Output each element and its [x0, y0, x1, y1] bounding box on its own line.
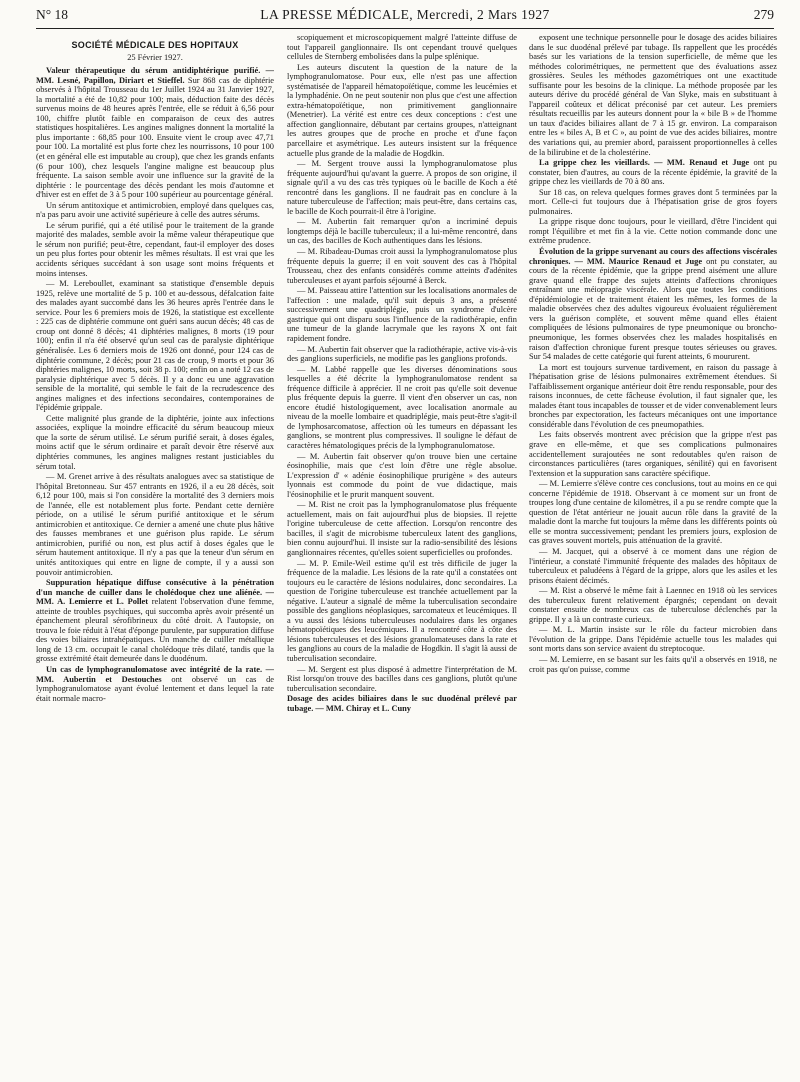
paragraph-text: — M. P. Emile-Weil estime qu'il est très difficile de juger la fréquence de la maladie. Les lésions de la rate qu'il a constatées ont toujours eu le caractère de lésions nodulaires, donc secondaires. La question de l'origine tuberculeuse est tranchée actuellement par la négative. L'auteur a signalé de même la tuberculisation secondaire possible des ganglions néoplasiques, sarcomateux et leucémiques. Il a vu aussi des lésions tuberculeuses nodulaires dans les organes hématopoïétiques des leucémiques. Il a rencontré côte à côte des lésions tuberculeuses et des lésions granulomateuses dans la rate et les ganglions au cours de la maladie de Hogdkin. Il s'agit là aussi de tuberculisation secondaire. [287, 558, 517, 663]
header-rule [36, 28, 774, 29]
paragraph-text: — M. Rist ne croit pas la lymphogranulomatose plus fréquente actuellement, mais on fait aujourd'hui plus de biopsies. Il rejette l'origine tuberculeuse de cette affection. Lorsqu'on rencontre des bacilles, il s'agit de microbisme tuberculeux latent des ganglions, bien connu aujourd'hui. Il insiste sur la radio-sensibilité des lésions ganglionnaires récentes, qu'elles soient superficielles ou profondes. [287, 500, 517, 557]
paragraph-text: Sur 868 cas de diphtérie observés à l'hôpital Trousseau du 1er Juillet 1924 au 31 Janvier 1927, la mortalité a été de 10,82 pour 100; mais, déduction faite des décès survenus moins de 48 heures après l'entrée, elle se réduit à 6,56 pour 100, chiffre plutôt faible en comparaison de ceux des autres statistiques hospitalières. Les angines malignes donnent la mortalité la plus importante : 68,85 pour 100. Ensuite vient le croup avec 47,71 pour 100. La mortalité est plus forte chez les nourrissons, 10 pour 100 (et en général elle est imputable au croup), que chez les grands enfants (6 pour 100), chez lesquels l'angine maligne est beaucoup plus fréquente. La saison semble avoir une influence sur la gravité de la diphtérie : le pourcentage des décès pendant les mois d'automne et d'hiver est en effet de 3 à 5 pour 100 supérieur au pourcentage général. [36, 75, 274, 200]
paragraph [529, 217, 777, 246]
paragraph [36, 472, 274, 577]
paragraph-text: ont pu constater, au cours de la récente épidémie, que la grippe prend aisément une allure grave quand elle frappe des sujets atteints d'affections chroniques entraînant une méiopragie viscérale. Alors que toutes les conditions d'épidémiologie et de traitement étaient les mêmes, les formes de la maladie observées chez des adultes vigoureux évoluaient régulièrement vers la guérison complète, et souvent même quand elles étaient compliquées de lésions pulmonaires de type pneumonique ou broncho-pneumonique, les formes observées chez les malades hospitalisés en raison d'affection chronique furent presque toutes sérieuses ou graves. Sur 54 malades de cette catégorie qui furent atteints, 6 moururent. [529, 256, 777, 362]
paragraph [529, 625, 777, 654]
paragraph-text: ont pu constater, bien d'autres, au cours de la récente épidémie, la gravité de la grippe chez les vieillards de 70 à 80 ans. [529, 158, 777, 187]
paragraph [287, 500, 517, 557]
paragraph [287, 559, 517, 664]
paragraph [36, 201, 274, 220]
paragraph-text: Les auteurs discutent la question de la nature de la lymphogranulomatose. Pour eux, elle n'est pas une affection systématisée de l'appareil hématopoïétique, comme les leucémies et la lymphadénie. On ne peut soutenir non plus que c'est une affection extra-hématopoïétique, non primitivement ganglionnaire (Menetrier). La vérité est entre ces deux conceptions : c'est une affection ganglionnaire, débutant par certains groupes, n'atteignant les autres groupes que de proche en proche et d'une façon parcellaire et asymétrique. Les auteurs insistent sur la fréquence actuelle plus grande de la maladie de Hogdkin. [287, 62, 517, 158]
issue-number: N° 18 [36, 7, 69, 22]
paragraph-text: ont observé un cas de lymphogranulomatose ayant évolué lentement et dans lequel la rate était normale macro- [36, 674, 274, 703]
paragraph [287, 286, 517, 343]
paragraph [287, 452, 517, 500]
paragraph [529, 188, 777, 217]
paragraph [36, 66, 274, 200]
paragraph-text: La grippe risque donc toujours, pour le vieillard, d'être l'incident qui rompt l'équilibre et met fin à la vie. Cette notion commande donc une extrême prudence. [529, 217, 777, 246]
column-1 [36, 33, 274, 1078]
paragraph-text: Un sérum antitoxique et antimicrobien, employé dans quelques cas, n'a pas paru avoir une activité supérieure à celle des autres sérums. [36, 200, 274, 220]
column-3 [529, 33, 777, 1078]
paragraph-text: Sur 18 cas, on releva quelques formes graves dont 5 terminées par la mort. Celle-ci fut toujours due à l'hépatisation grise de gros foyers pulmonaires. [529, 187, 777, 216]
paragraph [529, 479, 777, 546]
paragraph-heading: Un cas de lymphogranulomatose avec intégrité de la rate. — MM. Aubertin et Destouches [36, 665, 274, 684]
paragraph-text: exposent une technique personnelle pour le dosage des acides biliaires dans le suc duodénal prélevé par tubage. Ils rappellent que les procédés basés sur les variations de la tension superficielle, de même que les méthodes colorimétriques, ne permettent que des évaluations assez grossières. Seules les méthodes gazométriques ont une exactitude suffisante pour les besoins de la clinique. La méthode proposée par les auteurs dérive du procédé général de Van Slyke, mais en substituant à l'appareil coûteux et délicat préconisé par cet auteur. Les premiers résultats recueillis par les auteurs donnent pour la « bile B » de l'homme un taux d'acides biliaires allant de 7 à 15 gr. environ. La comparaison entre les « biles A, B et C », au point de vue des acides biliaires, montre des variations qui, au premier abord, paraissent proportionnelles à celles de la bilirubine et de la cholestérine. [529, 33, 777, 157]
paragraph-text: — M. Labbé rappelle que les diverses dénominations sous lesquelles a été décrite la lymphogranulomatose rendent sa fréquence difficile à apprécier. Il ne croit pas qu'elle soit devenue plus fréquente depuis la guerre. Il vient d'en observer un cas, non encore étudié histologiquement, avec localisation anormale au niveau de la moelle lombaire et quadriplégie, mais peut-être s'agit-il de lymphosarcomatose, affection où les tumeurs en dépassant les ganglions, se montrent plus compressives. Il souligne le défaut de caractères hématologiques précis de la lymphogranulomatose. [287, 364, 517, 450]
paragraph-text: — M. Jacquet, qui a observé à ce moment dans une région de l'intérieur, a constaté l'immunité fréquente des malades des hôpitaux de tuberculeux et paludéens à l'égard de la grippe, alors que les asiles et les prisons étaient décimés. [529, 546, 777, 585]
paragraph [36, 221, 274, 278]
paragraph-text: Cette malignité plus grande de la diphtérie, jointe aux infections associées, explique la moindre efficacité du sérum beaucoup mieux que la sorte de sérum utilisé. Le sérum purifié serait, à doses égales, moins actif que le sérum ordinaire et paraît devoir être réservé aux diphtéries communes, les angines malignes restant justiciables du sérum total. [36, 413, 274, 471]
paragraph-text: Le sérum purifié, qui a été utilisé pour le traitement de la grande majorité des malades, semble avoir la même valeur thérapeutique que le sérum non purifié; peut-être, cependant, faut-il employer des doses un peu plus fortes pour obtenir les mêmes résultats. Il est vrai que les accidents sériques succédant à son usage sont moins fréquents et moins intenses. [36, 220, 274, 278]
paragraph-text: — M. Sergent trouve aussi la lymphogranulomatose plus fréquente aujourd'hui qu'avant la guerre. A propos de son origine, il signale qu'il a vu des cas très typiques où le bacille de Koch a été rencontré dans les ganglions. Il ne faudrait pas en conclure à la nature tuberculeuse de l'affection; mais peut-être, dans certains cas, le bacille de Koch pourrait-il être à l'origine. [287, 159, 517, 216]
paragraph-heading: La grippe chez les vieillards. — MM. Renaud et Juge [539, 158, 750, 168]
paragraph [287, 665, 517, 694]
paragraph-heading: Évolution de la grippe survenant au cours des affections viscérales chroniques. — MM. Maurice Renaud et Juge [529, 247, 777, 266]
column-2 [287, 33, 517, 1078]
paragraph-text: scopiquement et microscopiquement malgré l'atteinte diffuse de tout l'appareil ganglionnaire. Ils ont cependant trouvé quelques cellules de Sternberg embolisées dans la pulpe splénique. [287, 33, 517, 62]
paragraph-text: relatent l'observation d'une femme, atteinte de troubles psychiques, qui succomba après avoir présenté un épanchement pleural sérofibrineux du côté droit. A l'autopsie, on trouva le foie réduit à l'état d'éponge purulente, par suppuration diffuse des voies biliaires intrahépatiques. Un manche de cuiller métallique long de 13 cm. occupait le canal cholédoque très dilaté, tandis que la grosse extrémité était demeurée dans le duodénum. [36, 597, 274, 664]
paragraph [529, 158, 777, 187]
paragraph [287, 345, 517, 364]
paragraph-text: — M. Lereboullet, examinant sa statistique d'ensemble depuis 1925, relève une mortalité de 5 p. 100 et au-dessous, défalcation faite des malades ayant succombé dans les 36 heures après l'entrée dans le service. Pour les 6 premiers mois de 1926, la statistique est excellente : 225 cas de diphtérie commune ont guéri sans aucun décès; 48 cas de croup ont donné 8 décès; 41 diphtéries malignes, 8 morts (19 pour 100); enfin il n'a été observé qu'un seul cas de paralysie diphtérique généralisée. Les 6 derniers mois de 1926 ont donné, pour 124 cas de diphtérie commune, 2 décès; pour 21 cas de croup, 9 morts et pour 36 diphtéries malignes, 10 morts, soit 38 p. 100; enfin on a noté 12 cas de paralysie diphtérique avec 5 décès. Il y a donc eu une aggravation sensible de la mortalité, qui semble le fait de la recrudescence des angines malignes et des infections secondaires, contemporaines de l'épidémie grippale. [36, 279, 274, 413]
paragraph [36, 665, 274, 703]
journal-title: LA PRESSE MÉDICALE, Mercredi, 2 Mars 1927 [260, 7, 550, 22]
paragraph [529, 430, 777, 478]
paragraph-text: — M. Aubertin fait observer que la radiothérapie, active vis-à-vis des ganglions superficiels, ne modifie pas les ganglions profonds. [287, 344, 517, 364]
paragraph [287, 63, 517, 158]
page-number: 279 [753, 7, 774, 22]
paragraph-heading: Suppuration hépatique diffuse consécutive à la pénétration d'un manche de cuiller dans le cholédoque chez une aliénée. — MM. A. Lemierre et L. Pollet [36, 578, 274, 607]
paragraph-text: — M. Aubertin fait observer qu'on trouve bien une certaine éosinophilie, mais que c'est loin d'être une règle absolue. L'expression d' « adénie éosinophilique prurigène » des auteurs lyonnais est commode du point de vue didactique, mais l'éosinophilie et le prurit manquent souvent. [287, 451, 517, 499]
paragraph [529, 547, 777, 585]
paragraph [36, 279, 274, 413]
paragraph [287, 694, 517, 713]
paragraph [529, 655, 777, 674]
section-title: SOCIÉTÉ MÉDICALE DES HOPITAUX [71, 40, 239, 50]
column-1-body [36, 66, 274, 703]
section-date: 25 Février 1927. [127, 52, 183, 62]
paragraph-text: Les faits observés montrent avec précision que la grippe n'est pas grave en elle-même, et que ses complications pulmonaires accidentellement surajoutées ne sont redoutables qu'en raison de circonstances particulières (tares organiques, sénilité) qui en favorisent l'extension et la suppuration sans caractère spécifique. [529, 430, 777, 478]
paragraph [287, 365, 517, 451]
paragraph-text: — M. Lemierre, en se basant sur les faits qu'il a observés en 1918, ne croit pas qu'on puisse, comme [529, 655, 777, 674]
paragraph [529, 586, 777, 624]
paragraph-heading: Dosage des acides biliaires dans le suc duodénal prélevé par tubage. — MM. Chiray et L. Cuny [287, 694, 517, 713]
running-header [36, 4, 774, 26]
paragraph-text: — M. Lemierre s'élève contre ces conclusions, tout au moins en ce qui concerne l'épidémie de 1918. Observant à ce moment sur un front de troupes long d'une centaine de kilomètres, il a pu se rendre compte que la question de l'état antérieur ne jouait aucun rôle dans la gravité de la maladie dont la marche fut toujours la même dans les différents points où elle se montra successivement; pendant les premiers jours, explosion de cas graves souvent mortels, puis atténuation de la gravité. [529, 479, 777, 546]
paragraph-text: — M. Paisseau attire l'attention sur les localisations anormales de l'affection : une malade, qu'il suit depuis 3 ans, a présenté successivement une quadriplégie, puis un syndrome d'ulcère gastrique qui ont disparu sous l'influence de la radiothérapie, enfin une tumeur de la glande lacrymale que les rayons X ont fait rapidement fondre. [287, 286, 517, 343]
paragraph [529, 33, 777, 157]
paragraph [36, 414, 274, 471]
paragraph [529, 247, 777, 362]
paragraph-text: — M. L. Martin insiste sur le rôle du facteur microbien dans l'évolution de la grippe. Dans l'épidémie actuelle tous les malades qui sont morts dans son service avaient du streptocoque. [529, 625, 777, 654]
paragraph-text: — M. Grenet arrive à des résultats analogues avec sa statistique de l'hôpital Bretonneau. Sur 457 entrants en 1926, il a eu 28 décès, soit 6,12 pour 100, mais si l'on considère la mortalité des 3 derniers mois de l'année, elle est notablement plus forte. Pendant cette dernière période, on a utilisé le sérum purifié antitoxique et le sérum antimicrobien et antitoxique. Ce dernier a amené une chute plus hâtive des fausses membranes et une guérison plus rapide. Le sérum antimicrobien, purifié ou non, est plus actif à doses égales que le sérum hautement antitoxique. Il n'y a pas que la teneur d'un sérum en unités antitoxiques qui entre en ligne de compte, il y a aussi son pouvoir antimicrobien. [36, 472, 274, 577]
paragraph-heading: Valeur thérapeutique du sérum antidiphtérique purifié. — MM. Lesné, Papillon, Diriart et Stieffel. [36, 66, 274, 85]
paragraph-text: La mort est toujours survenue tardivement, en raison du passage à l'hépatisation grise de lésions pulmonaires extrêmement étendues. Si l'affaiblissement organique antérieur doit être rendu responsable, pour des raisons inconnues, de cette fâcheuse évolution, il faut signaler que, les malades étant tous incapables de tousser et de vider convenablement leurs bronches par expectoration, les facteurs mécaniques ont une importance considérable dans l'évolution de ces pneumopathies. [529, 362, 777, 429]
paragraph-text: — M. Aubertin fait remarquer qu'on a incriminé depuis longtemps déjà le bacille tuberculeux; il a lui-même rencontré, dans un cas, des bacilles de Koch authentiques dans les lésions. [287, 217, 517, 246]
paragraph-text: — M. Sergent est plus disposé à admettre l'interprétation de M. Rist lorsqu'on trouve des bacilles dans ces ganglions, plutôt qu'une tuberculisation secondaire. [287, 664, 517, 693]
paragraph [287, 247, 517, 285]
paragraph [529, 363, 777, 430]
paragraph [287, 159, 517, 216]
column-3-body [529, 33, 777, 674]
paragraph [287, 217, 517, 246]
paragraph-text: — M. Rist a observé le même fait à Laennec en 1918 où les services des tuberculeux furent relativement épargnés; cependant on devait constater ensuite de nombreux cas de tuberculose déclenchés par la grippe. Il y a là un contraste curieux. [529, 586, 777, 624]
column-2-body [287, 33, 517, 713]
paragraph [36, 578, 274, 664]
paragraph [287, 33, 517, 62]
paragraph-text: — M. Ribadeau-Dumas croit aussi la lymphogranulomatose plus fréquente depuis la guerre; il en voit souvent des cas à l'hôpital Trousseau, chez des enfants considérés comme atteints d'adénites tuberculeuses et ayant parfois séjourné à Berck. [287, 247, 517, 285]
